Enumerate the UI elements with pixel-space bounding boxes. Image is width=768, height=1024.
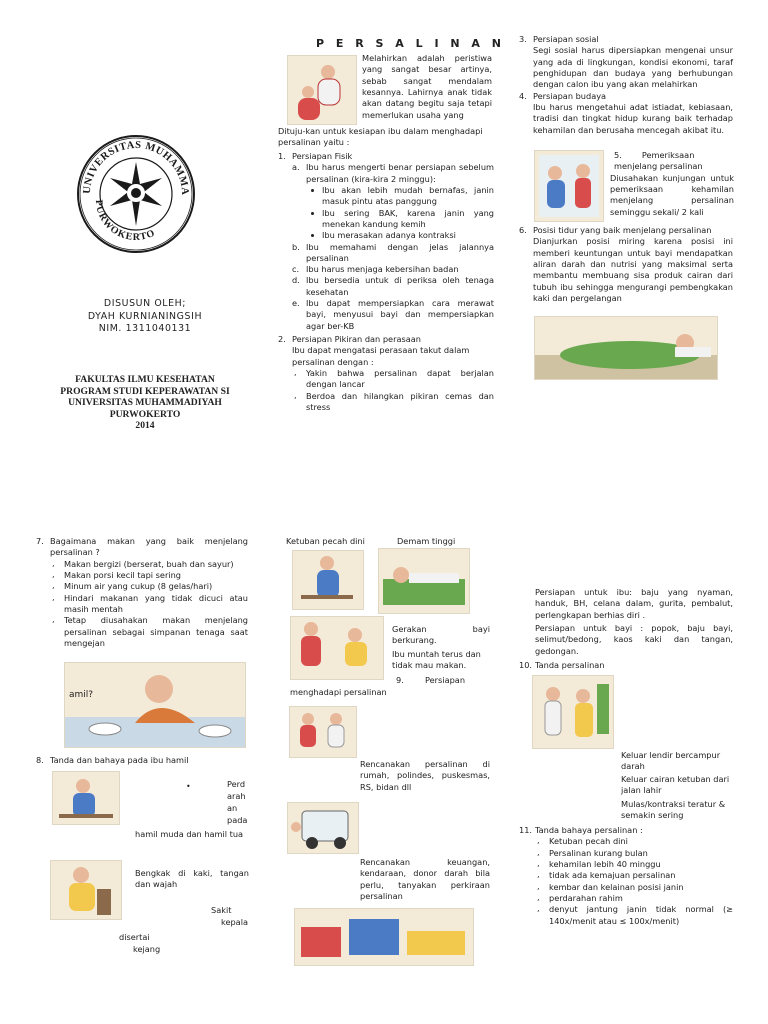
faculty-line: PURWOKERTO — [109, 408, 181, 420]
section-heading: Tanda bahaya persalinan : — [535, 825, 643, 835]
consultation-illustration — [289, 706, 357, 758]
eating-illustration — [64, 662, 246, 748]
supplies-illustration — [294, 908, 474, 966]
list-item: , denyut jantung janin tidak normal (≥ 140x/menit atau ≤ 100x/menit) — [537, 903, 733, 926]
bahaya-perdarahan: Perd arah an pada — [227, 779, 248, 825]
section-text: Diusahakan kunjungan untuk pemeriksaan kehamilan menjelang persalinan seminggu sekali/ 2 kali — [610, 172, 734, 217]
label-ketuban: Ketuban pecah dini — [286, 536, 365, 546]
bleeding-illustration — [52, 771, 120, 825]
list-item: , Yakin bahwa persalinan dapat berjalan dengan lancar — [294, 366, 494, 390]
section-posisi: 6. Posisi tidur yang baik menjelang persalinan Dianjurkan posisi miring karena posisi ini memberi keuntungan untuk bayi mendapatkan aliran darah dan nutrisi yang maksimal serta membantu membuang sisa produk cairan dari tubuh ibu sehingga mengurangi pembengkakan kaki dan pergelangan — [519, 225, 733, 303]
list-item: , kehamilan lebih 40 minggu — [537, 857, 661, 869]
image-caption: amil? — [69, 690, 94, 700]
list-item: , Tetap diusahakan makan menjelang persalinan sebagai simpanan tenaga saat mengejan — [52, 614, 248, 648]
section-heading: Persiapan Pikiran dan perasaan — [292, 334, 421, 344]
bahaya-sakit: Sakit — [211, 905, 232, 915]
bahaya-bengkak: Bengkak di kaki, tangan dan wajah — [135, 868, 249, 890]
section-number: 9. — [396, 675, 404, 685]
list-item: , kembar dan kelainan posisi janin — [537, 880, 684, 892]
section-heading: Pemeriksaan menjelang persalinan — [614, 150, 703, 172]
list-item: Ibu merasakan adanya kontraksi — [308, 230, 494, 241]
section-text: menghadapi persalinan — [290, 687, 387, 697]
label-rencana-persalinan: Rencanakan persalinan di rumah, polindes, puskesmas, RS, bidan dll — [360, 759, 490, 792]
item-marker: a. — [292, 162, 300, 173]
university-logo — [76, 134, 196, 254]
bahaya-disertai: disertai — [119, 932, 150, 942]
label-rencana-keuangan: Rencanakan keuangan, kendaraan, donor darah bila perlu, tanyakan perkiraan persalinan — [360, 857, 490, 901]
item-text: Ibu harus menjaga kebersihan badan — [306, 264, 459, 275]
section-text: Segi sosial harus dipersiapkan mengenai unsur yang ada di lingkungan, kondisi ekonomi, taraf penghidupan dan budaya yang berhubungan dengan calon ibu yang akan melahirkan — [533, 45, 733, 90]
section-number: 1. — [278, 151, 286, 161]
list-item: , Ketuban pecah dini — [537, 835, 628, 847]
svg-text:PURWOKERTO — [93, 199, 157, 243]
section-tanda-persalinan: 10. Tanda persalinan — [519, 660, 605, 670]
list-item: , perdarahan rahim — [537, 891, 623, 903]
list-item: , tidak ada kemajuan persalinan — [537, 869, 676, 881]
intro-lead: Dituju-kan untuk kesiapan ibu dalam menghadapi persalinan yaitu : — [278, 126, 483, 148]
bahaya-hamil-text: hamil muda dan hamil tua — [135, 829, 244, 839]
label-demam: Demam tinggi — [397, 536, 456, 546]
list-item: , Hindari makanan yang tidak dicuci atau masih mentah — [52, 591, 248, 614]
author-nim: NIM. 1311040131 — [98, 323, 192, 335]
faculty-line: FAKULTAS ILMU KESEHATAN — [75, 374, 215, 385]
list-item: , Berdoa dan hilangkan pikiran cemas dan stress — [294, 389, 494, 412]
page-title: P E R S A L I N A N — [316, 37, 505, 50]
section-text: Ibu dapat mengatasi perasaan takut dalam persalinan dengan : — [292, 345, 470, 367]
persiapan-ibu: Persiapan untuk ibu: baju yang nyaman, handuk, BH, celana dalam, gurita, pembalut, perlengkapan berhias diri . — [535, 587, 733, 620]
section-heading: Persiapan — [425, 675, 466, 685]
labor-signs-illustration — [532, 675, 614, 749]
section-heading: Persiapan Fisik — [292, 151, 353, 161]
bahaya-kejang: kejang — [133, 944, 161, 954]
faculty-line: PROGRAM STUDI KEPERAWATAN SI — [60, 385, 230, 397]
list-item: Ibu sering BAK, karena janin yang menekan kandung kemih — [308, 208, 494, 231]
label-muntah: Ibu muntah terus dan tidak mau makan. — [392, 649, 481, 671]
section-heading: Tanda dan bahaya pada ibu hamil — [50, 755, 189, 765]
section-heading: Persiapan sosial — [533, 34, 599, 44]
movement-illustration — [290, 616, 384, 680]
section-tanda-bahaya: 11. Tanda bahaya persalinan : , Ketuban pecah dini , Persalinan kurang bulan , kehamilan lebih 40 minggu , tidak ada kemajuan persalinan , kembar dan kelainan posisi janin , perdarahan rahim , denyut jantung janin tidak normal (≥ 140x/menit atau ≤ 100x/menit) — [519, 825, 733, 926]
list-item: , Persalinan kurang bulan — [537, 846, 648, 858]
item-text: Ibu harus mengerti benar persiapan sebelum persalinan (kira-kira 2 minggu): — [306, 162, 494, 184]
faculty-line: UNIVERSITAS MUHAMMADIYAH — [68, 397, 222, 408]
tanda-cairan: Keluar cairan ketuban dari jalan lahir — [621, 774, 730, 796]
section-number: 2. — [278, 334, 286, 344]
section-heading: Posisi tidur yang baik menjelang persalinan — [533, 225, 712, 235]
pregnant-women-illustration — [287, 55, 357, 125]
section-text: Ibu harus mengetahui adat istiadat, kebiasaan, tradisi dan tingkat hidup kurang baik terhadap kehamilan dan berusaha mencegah akibat itu. — [533, 101, 733, 135]
fever-illustration — [378, 548, 470, 614]
author-block — [60, 298, 230, 336]
section-makan: 7. Bagaimana makan yang baik menjelang persalinan ? , Makan bergizi (berserat, buah dan sayur) , Makan porsi kecil tapi sering , Minum air yang cukup (8 gelas/hari) , Hindari makanan yang tidak dicuci atau masih mentah , Tetap diusahakan makan menjelang persalinan sebagai simpanan tenaga saat mengejan — [36, 536, 248, 648]
list-item: , Minum air yang cukup (8 gelas/hari) — [52, 580, 213, 592]
author-name: DYAH KURNIANINGSIH — [87, 310, 203, 322]
section-text: Dianjurkan posisi miring karena posisi ini memberi keuntungan untuk bayi mendapatkan aliran darah dan nutrisi yang maksimal serta membantu membuang sisa produk cairan dari tubuh ibu sehingga mengurangi pembengkakan kaki dan pergelangan — [533, 236, 733, 303]
list-item: , Makan porsi kecil tapi sering — [52, 568, 181, 580]
label-gerakan: Gerakan bayi berkurang. — [392, 624, 490, 646]
logo-top-text: UNIVERSITAS MUHAMMA — [81, 139, 191, 196]
sick-woman-illustration — [50, 860, 122, 920]
list-item: , Makan bergizi (berserat, buah dan sayur) — [52, 557, 234, 569]
persiapan-bayi: Persiapan untuk bayi : popok, baju bayi, selimut/bedong, kaos kaki dan tangan, gedongan. — [535, 623, 733, 656]
vehicle-illustration — [287, 802, 359, 854]
intro-text: Melahirkan adalah peristiwa yang sangat besar artinya, sebab sangat mendalam kesannya. Lahirnya anak tidak akan datang begitu saja tetapi memerlukan usaha yang — [362, 53, 492, 120]
item-text: Ibu memahami dengan jelas jalannya persalinan — [306, 241, 494, 263]
faculty-block — [52, 374, 238, 432]
bahaya-kepala: kepala — [221, 917, 248, 927]
checkup-illustration — [534, 150, 604, 222]
section-persiapan-fisik: 1. Persiapan Fisik a. Ibu harus mengerti benar persiapan sebelum persalinan (kira-kira 2 minggu): Ibu akan lebih mudah bernafas, janin masuk pintu atas panggung Ibu sering BAK, karena janin yang menekan kandung kemih Ibu merasakan adanya kontraksi b. Ibu memahami dengan jelas jalannya persalinan c. Ibu harus menjaga kebersihan badan d. Ibu bersedia untuk di periksa oleh tenaga kesehatan e. Ibu dapat mempersiapkan cara merawat bayi, menyusui bayi dan mempersiapkan agar ber-KB 2. Persiapan Pikiran dan perasaan Ibu dapat mengatasi perasaan takut dalam persalinan dengan : , Yakin bahwa persalinan dapat berjalan dengan lancar , Berdoa dan hilangkan pikiran cemas dan stress — [278, 151, 494, 412]
faculty-line: 2014 — [135, 420, 155, 431]
tanda-lendir: Keluar lendir bercampur darah — [621, 750, 721, 772]
section-heading: Tanda persalinan — [535, 660, 605, 670]
section-bahaya-head: 8. Tanda dan bahaya pada ibu hamil — [36, 755, 189, 765]
item-text: Ibu dapat mempersiapkan cara merawat bayi, menyusui bayi dan mempersiapkan agar ber-KB — [306, 298, 494, 331]
water-break-illustration — [292, 550, 364, 610]
section-sosial: 3. Persiapan sosial Segi sosial harus dipersiapkan mengenai unsur yang ada di lingkungan, kondisi ekonomi, taraf penghidupan dan budaya yang berhubungan dengan calon ibu yang akan melahirkan 4. Persiapan budaya Ibu harus mengetahui adat istiadat, kebiasaan, tradisi dan tingkat hidup kurang baik terhadap kehamilan dan berusaha mencegah akibat itu. — [519, 34, 733, 135]
list-item: Ibu akan lebih mudah bernafas, janin masuk pintu atas panggung — [308, 185, 494, 208]
section-heading: Bagaimana makan yang baik menjelang persalinan ? — [50, 536, 248, 558]
logo-bottom-text: PURWOKERTO — [92, 199, 158, 244]
sleeping-woman-illustration — [534, 316, 718, 380]
section-pemeriksaan: 5. Pemeriksaan menjelang persalinan Diusahakan kunjungan untuk pemeriksaan kehamilan menjelang persalinan seminggu sekali/ 2 kali — [610, 150, 734, 217]
section-heading: Persiapan budaya — [533, 90, 607, 101]
item-text: Ibu bersedia untuk di periksa oleh tenaga kesehatan — [306, 275, 494, 297]
tanda-mulas: Mulas/kontraksi teratur & semakin sering — [621, 799, 726, 821]
author-label: DISUSUN OLEH; — [103, 298, 187, 309]
